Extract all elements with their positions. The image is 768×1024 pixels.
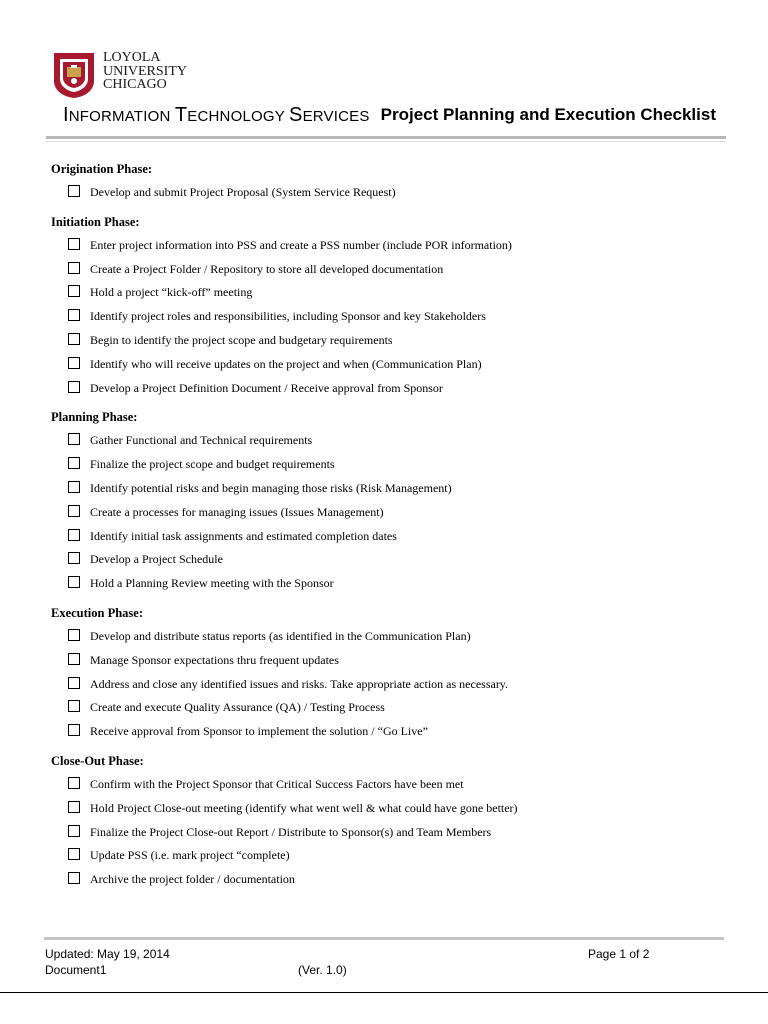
phase-title: Execution Phase: bbox=[51, 605, 144, 620]
checklist-item-label: Archive the project folder / documentation bbox=[90, 872, 295, 887]
checkbox[interactable] bbox=[68, 457, 80, 469]
checklist-item bbox=[51, 430, 731, 454]
checkbox[interactable] bbox=[68, 552, 80, 564]
loyola-seal-logo bbox=[52, 51, 96, 99]
version: (Ver. 1.0) bbox=[298, 963, 347, 977]
phase-title: Planning Phase: bbox=[51, 410, 138, 425]
phase-section bbox=[51, 213, 731, 402]
updated-date: Updated: May 19, 2014 bbox=[45, 947, 170, 961]
checklist-item-label: Manage Sponsor expectations thru frequent updates bbox=[90, 652, 339, 667]
checkbox[interactable] bbox=[68, 825, 80, 837]
checklist-item-label: Create a processes for managing issues (Issues Management) bbox=[90, 504, 384, 519]
checkbox[interactable] bbox=[68, 629, 80, 641]
checkbox[interactable] bbox=[68, 677, 80, 689]
checklist-item bbox=[51, 259, 731, 283]
checkbox[interactable] bbox=[68, 529, 80, 541]
checklist-item bbox=[51, 549, 731, 573]
checkbox[interactable] bbox=[68, 333, 80, 345]
checklist-item bbox=[51, 845, 731, 869]
page-number: Page 1 of 2 bbox=[588, 947, 650, 961]
document-name: Document1 bbox=[45, 963, 107, 977]
page-edge-line bbox=[0, 992, 768, 993]
checklist-item bbox=[51, 354, 731, 378]
checklist-item bbox=[51, 774, 731, 798]
checklist-item bbox=[51, 721, 731, 745]
header-divider bbox=[46, 136, 726, 139]
checkbox[interactable] bbox=[68, 777, 80, 789]
checklist-item-label: Identify project roles and responsibilities, including Sponsor and key Stakeholders bbox=[90, 309, 486, 324]
checklist-item-label: Hold a Planning Review meeting with the Sponsor bbox=[90, 576, 334, 591]
checklist-item-label: Finalize the Project Close-out Report / Distribute to Sponsor(s) and Team Members bbox=[90, 824, 492, 839]
checklist-item bbox=[51, 822, 731, 846]
checklist-item bbox=[51, 526, 731, 550]
checklist-item bbox=[51, 454, 731, 478]
checkbox[interactable] bbox=[68, 724, 80, 736]
checklist-item-label: Develop and submit Project Proposal (System Service Request) bbox=[90, 185, 396, 199]
checklist-item-label: Gather Functional and Technical requirements bbox=[90, 433, 313, 448]
checklist-item bbox=[51, 697, 731, 721]
checkbox[interactable] bbox=[68, 481, 80, 493]
checklist-item-label: Identify initial task assignments and estimated completion dates bbox=[90, 528, 397, 543]
checkbox[interactable] bbox=[68, 238, 80, 250]
checkbox[interactable] bbox=[68, 801, 80, 813]
checklist-item-label: Develop and distribute status reports (as identified in the Communication Plan) bbox=[90, 628, 471, 643]
checklist-item bbox=[51, 674, 731, 698]
checkbox[interactable] bbox=[68, 381, 80, 393]
checkbox[interactable] bbox=[68, 653, 80, 665]
checklist-item-label: Finalize the project scope and budget requirements bbox=[90, 457, 335, 472]
header-divider-shadow bbox=[46, 141, 726, 142]
phase-section bbox=[51, 604, 731, 745]
phase-title: Origination Phase: bbox=[51, 162, 153, 176]
checklist-item-label: Confirm with the Project Sponsor that Critical Success Factors have been met bbox=[90, 776, 464, 791]
checklist-item bbox=[51, 235, 731, 259]
checklist-item-label: Hold a project “kick-off” meeting bbox=[90, 285, 253, 300]
checklist-item bbox=[51, 798, 731, 822]
checklist-item bbox=[51, 378, 731, 402]
checkbox[interactable] bbox=[68, 872, 80, 884]
checklist-item-label: Create a Project Folder / Repository to store all developed documentation bbox=[90, 261, 444, 276]
checklist-item bbox=[51, 502, 731, 526]
checkbox[interactable] bbox=[68, 285, 80, 297]
checklist-item bbox=[51, 282, 731, 306]
phase-section bbox=[51, 752, 731, 893]
checkbox[interactable] bbox=[68, 700, 80, 712]
checkbox[interactable] bbox=[68, 309, 80, 321]
checklist-item bbox=[51, 330, 731, 354]
checkbox[interactable] bbox=[68, 262, 80, 274]
checklist-item-label: Begin to identify the project scope and budgetary requirements bbox=[90, 332, 393, 347]
checklist bbox=[51, 160, 731, 893]
checkbox[interactable] bbox=[68, 185, 80, 197]
department-name: INFORMATION TECHNOLOGY SERVICES bbox=[63, 104, 370, 126]
checklist-item-label: Identify who will receive updates on the project and when (Communication Plan) bbox=[90, 356, 482, 371]
checklist-item-label: Receive approval from Sponsor to implement the solution / “Go Live” bbox=[90, 724, 428, 739]
checklist-item bbox=[51, 869, 731, 893]
checklist-item bbox=[51, 478, 731, 502]
checklist-item bbox=[51, 182, 731, 206]
checkbox[interactable] bbox=[68, 576, 80, 588]
checklist-item bbox=[51, 573, 731, 597]
phase-section bbox=[51, 160, 731, 206]
checkbox[interactable] bbox=[68, 357, 80, 369]
checkbox[interactable] bbox=[68, 848, 80, 860]
checklist-item bbox=[51, 626, 731, 650]
checklist-item-label: Create and execute Quality Assurance (QA) / Testing Process bbox=[90, 700, 385, 715]
checkbox[interactable] bbox=[68, 433, 80, 445]
checklist-item-label: Develop a Project Schedule bbox=[90, 552, 223, 567]
checklist-item-label: Hold Project Close-out meeting (identify what went well & what could have gone better) bbox=[90, 800, 518, 815]
checklist-item bbox=[51, 650, 731, 674]
checklist-item-label: Develop a Project Definition Document / Receive approval from Sponsor bbox=[90, 380, 443, 395]
checklist-item-label: Identify potential risks and begin managing those risks (Risk Management) bbox=[90, 480, 452, 495]
checklist-item-label: Update PSS (i.e. mark project “complete) bbox=[90, 848, 290, 863]
document-title: Project Planning and Execution Checklist bbox=[380, 105, 716, 124]
checklist-item-label: Enter project information into PSS and create a PSS number (include POR information) bbox=[90, 237, 512, 252]
footer-divider bbox=[44, 937, 724, 940]
phase-title: Initiation Phase: bbox=[51, 214, 140, 229]
university-wordmark: LOYOLA UNIVERSITY CHICAGO bbox=[103, 50, 187, 92]
phase-section bbox=[51, 408, 731, 597]
checklist-item-label: Address and close any identified issues and risks. Take appropriate action as necessary. bbox=[90, 676, 509, 691]
checkbox[interactable] bbox=[68, 505, 80, 517]
checklist-item bbox=[51, 306, 731, 330]
phase-title: Close-Out Phase: bbox=[51, 753, 144, 768]
